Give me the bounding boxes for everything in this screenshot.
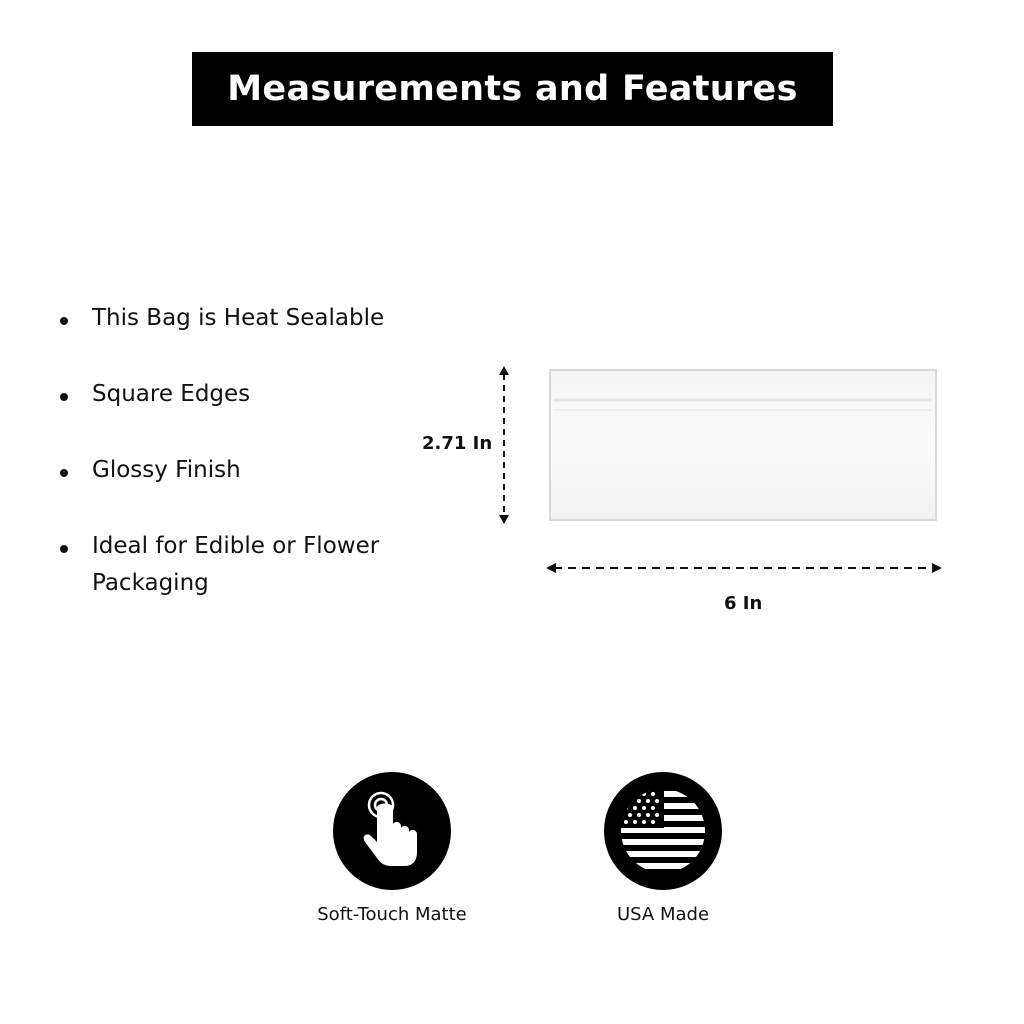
feature-item	[58, 300, 438, 337]
feature-text: This Bag is Heat Sealable	[92, 305, 385, 331]
width-label: 6 In	[724, 593, 763, 614]
bag-image	[550, 370, 936, 520]
bullet-icon	[60, 393, 68, 401]
badge-label: USA Made	[616, 904, 710, 925]
height-arrow	[499, 366, 509, 524]
height-label: 2.71 In	[422, 433, 493, 454]
touch-finger-icon	[333, 772, 451, 890]
page-title: Measurements and Features	[227, 69, 798, 109]
badge-usa-made	[563, 772, 763, 925]
feature-item	[58, 452, 438, 489]
bullet-icon	[60, 545, 68, 553]
badge-label: Soft-Touch Matte	[317, 904, 467, 925]
usa-flag-icon	[604, 772, 722, 890]
title-banner	[192, 52, 833, 126]
bullet-icon	[60, 469, 68, 477]
width-arrow	[546, 563, 942, 573]
feature-text: Square Edges	[92, 381, 251, 407]
feature-item	[58, 376, 438, 413]
bag-diagram	[420, 360, 960, 630]
feature-text: Glossy Finish	[92, 457, 241, 483]
feature-item	[58, 528, 438, 602]
bullet-icon	[60, 317, 68, 325]
badge-soft-touch	[292, 772, 492, 925]
bag-svg	[420, 360, 960, 630]
feature-text: Ideal for Edible or Flower Packaging	[92, 533, 380, 596]
